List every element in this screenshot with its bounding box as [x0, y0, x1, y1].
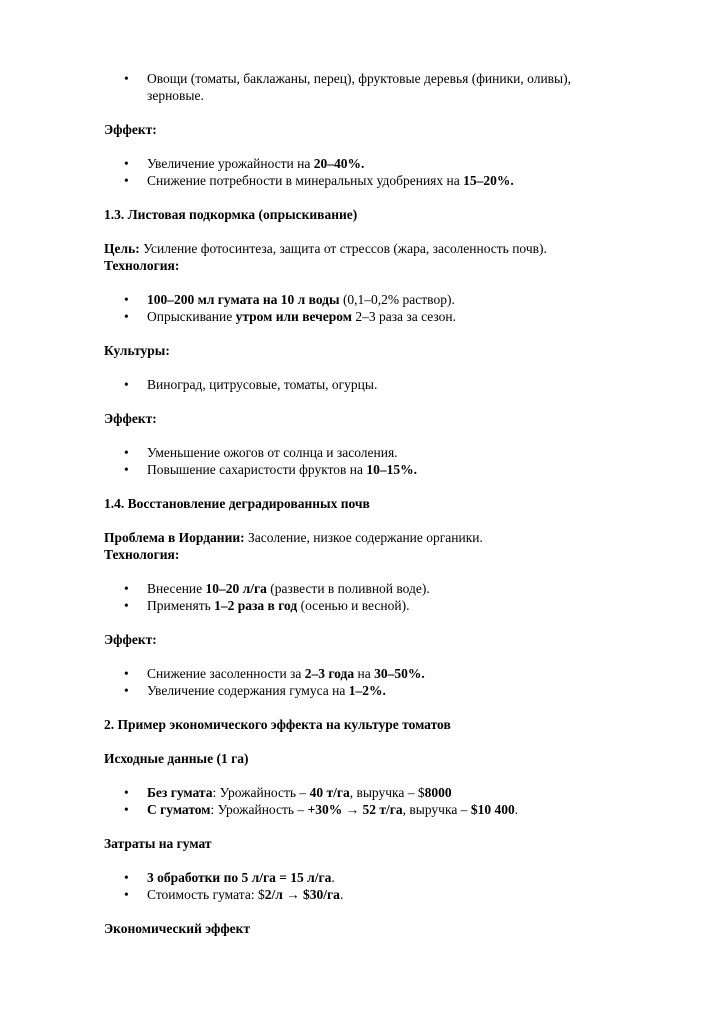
list-item: Овощи (томаты, баклажаны, перец), фруктовые деревья (финики, оливы),	[147, 71, 571, 86]
bullet: •	[124, 581, 129, 596]
list-item: Снижение засоленности за 2–3 года на 30–50%.	[147, 666, 425, 681]
bullet: •	[124, 292, 129, 307]
bullet: •	[124, 785, 129, 800]
list-item: Стоимость гумата: $2/л → $30/га.	[147, 887, 344, 902]
bullet: •	[124, 462, 129, 477]
section-heading-1-4: 1.4. Восстановление деградированных почв	[104, 496, 370, 511]
list-item: Виноград, цитрусовые, томаты, огурцы.	[147, 377, 378, 392]
bullet: •	[124, 887, 129, 902]
list-item: Увеличение содержания гумуса на 1–2%.	[147, 683, 386, 698]
technology-heading: Технология:	[104, 258, 180, 273]
costs-heading: Затраты на гумат	[104, 836, 212, 851]
section-heading-2: 2. Пример экономического эффекта на культуре томатов	[104, 717, 451, 732]
effect-heading: Эффект:	[104, 411, 157, 426]
bullet: •	[124, 445, 129, 460]
bullet: •	[124, 156, 129, 171]
list-item: С гуматом: Урожайность – +30% → 52 т/га, выручка – $10 400.	[147, 802, 519, 817]
bullet: •	[124, 683, 129, 698]
list-item: Внесение 10–20 л/га (развести в поливной воде).	[147, 581, 430, 596]
economic-effect-heading: Экономический эффект	[104, 921, 251, 936]
initial-data-heading: Исходные данные (1 га)	[104, 751, 249, 766]
problem-line: Проблема в Иордании: Засоление, низкое содержание органики.	[104, 530, 483, 545]
bullet: •	[124, 666, 129, 681]
cultures-heading: Культуры:	[104, 343, 170, 358]
bullet: •	[124, 870, 129, 885]
list-item: Опрыскивание утром или вечером 2–3 раза за сезон.	[147, 309, 457, 324]
list-item: Применять 1–2 раза в год (осенью и весной).	[147, 598, 410, 613]
list-item: 100–200 мл гумата на 10 л воды (0,1–0,2% раствор).	[147, 292, 455, 307]
list-item: 3 обработки по 5 л/га = 15 л/га.	[147, 870, 335, 885]
goal-line: Цель: Усиление фотосинтеза, защита от стрессов (жара, засоленность почв).	[104, 241, 547, 256]
bullet: •	[124, 71, 129, 86]
list-item: Без гумата: Урожайность – 40 т/га, выручка – $8000	[147, 785, 452, 800]
list-item: Повышение сахаристости фруктов на 10–15%.	[147, 462, 418, 477]
list-item: Увеличение урожайности на 20–40%.	[147, 156, 365, 171]
bullet: •	[124, 377, 129, 392]
section-heading-1-3: 1.3. Листовая подкормка (опрыскивание)	[104, 207, 358, 222]
bullet: •	[124, 173, 129, 188]
effect-heading: Эффект:	[104, 632, 157, 647]
technology-heading: Технология:	[104, 547, 180, 562]
list-item-continuation: зерновые.	[147, 88, 204, 103]
list-item: Уменьшение ожогов от солнца и засоления.	[147, 445, 398, 460]
list-item: Снижение потребности в минеральных удобрениях на 15–20%.	[147, 173, 514, 188]
effect-heading: Эффект:	[104, 122, 157, 137]
bullet: •	[124, 598, 129, 613]
bullet: •	[124, 309, 129, 324]
bullet: •	[124, 802, 129, 817]
